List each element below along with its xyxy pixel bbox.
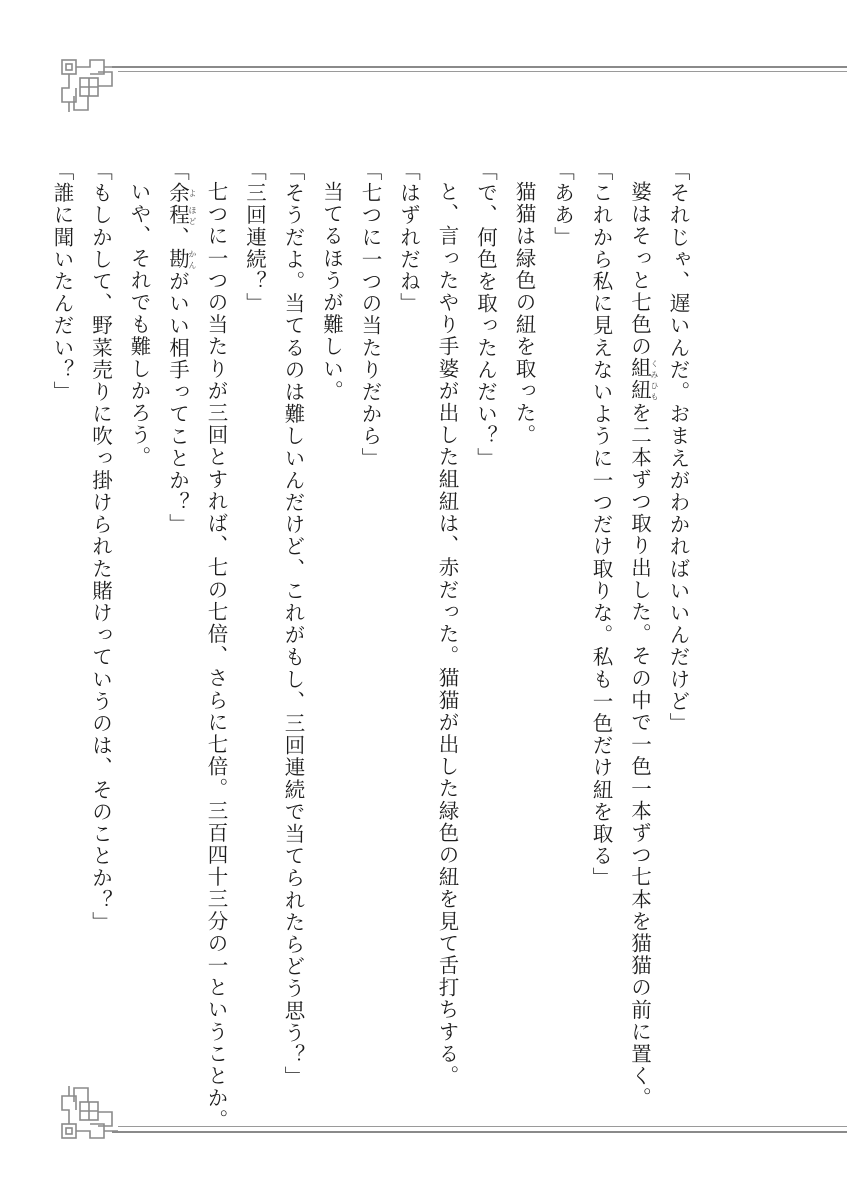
vertical-text-body xyxy=(50,160,697,1131)
ruby-reading: かん xyxy=(188,248,197,271)
top-lattice-ornament-icon xyxy=(60,58,120,114)
ruby-base: 余 xyxy=(165,182,190,205)
text-segment: 「そうだよ。当てるのは難しいんだけど、これがもし、三回連続で当てられたらどう思う？」 xyxy=(281,160,305,1089)
text-segment: がいい相手ってことか？」 xyxy=(165,270,190,536)
text-paragraph xyxy=(43,160,82,1085)
ruby-base: 勘 xyxy=(165,248,190,271)
bottom-border-line xyxy=(112,1131,847,1133)
text-paragraph xyxy=(197,160,236,1131)
text-paragraph xyxy=(389,160,428,1085)
text-paragraph xyxy=(351,160,390,1085)
top-border-line xyxy=(112,66,847,68)
text-segment: 七つに一つの当たりが三回とすれば、七の七倍、さらに七倍。三百四十三分の一ということか。 xyxy=(204,180,228,1131)
ruby-annotation xyxy=(627,357,659,380)
ruby-reading: くみ xyxy=(650,357,659,380)
text-paragraph xyxy=(582,160,621,1085)
ruby-base: 組 xyxy=(627,357,652,380)
text-paragraph xyxy=(274,160,313,1089)
ruby-base: 紐 xyxy=(627,379,652,402)
ruby-annotation xyxy=(165,204,197,227)
text-segment: 、 xyxy=(165,226,190,249)
text-segment: 「七つに一つの当たりだから」 xyxy=(358,160,382,470)
text-paragraph xyxy=(158,160,197,1085)
text-segment: 「それじゃ、遅いんだ。おまえがわかればいいんだけど」 xyxy=(666,160,690,735)
text-paragraph xyxy=(235,160,274,1085)
text-segment: を二本ずつ取り出した。その中で一色一本ずつ七本を猫猫の前に置く。 xyxy=(627,401,652,1109)
text-segment: 「もしかして、野菜売りに吹っ掛けられた賭けっていうのは、そのことか？」 xyxy=(88,160,113,934)
text-segment: いや、それでも難しかろう。 xyxy=(127,180,151,468)
text-segment: 猫猫は緑色の紐を取った。 xyxy=(512,180,536,446)
ruby-reading: ひも xyxy=(650,379,659,402)
text-segment: 当てるほうが難しい。 xyxy=(319,180,344,402)
text-segment: 「三回連続？」 xyxy=(242,160,267,315)
text-paragraph xyxy=(81,160,120,1085)
ruby-annotation xyxy=(165,248,197,271)
text-paragraph xyxy=(428,160,467,1085)
text-segment: 「はずれだね」 xyxy=(396,160,421,315)
text-segment: 「で、何色を取ったんだい？」 xyxy=(473,160,498,470)
text-segment: と、言ったやり手婆が出した組紐は、赤だった。猫猫が出した緑色の紐を見て舌打ちする。 xyxy=(435,180,459,1087)
text-paragraph xyxy=(505,160,544,1085)
text-paragraph xyxy=(120,160,159,1085)
text-segment: 婆はそっと七色の xyxy=(627,180,652,358)
text-paragraph xyxy=(466,160,505,1085)
ruby-annotation xyxy=(627,379,659,402)
text-paragraph xyxy=(312,160,351,1085)
ruby-reading: よ xyxy=(188,182,197,205)
text-paragraph xyxy=(659,160,698,1085)
top-border-line-inner xyxy=(118,71,847,72)
ruby-annotation xyxy=(165,182,197,205)
ruby-base: 程 xyxy=(165,204,190,227)
text-segment: 「これから私に見えないように一つだけ取りな。私も一色だけ紐を取る」 xyxy=(589,160,613,890)
text-segment: 「ああ」 xyxy=(550,160,575,249)
text-paragraph xyxy=(620,160,659,1109)
bottom-lattice-ornament-icon xyxy=(60,1084,120,1140)
ruby-reading: ほど xyxy=(188,204,197,227)
text-segment: 「誰に聞いたんだい？」 xyxy=(50,160,74,404)
text-segment: 「 xyxy=(165,160,190,183)
text-paragraph xyxy=(543,160,582,1085)
